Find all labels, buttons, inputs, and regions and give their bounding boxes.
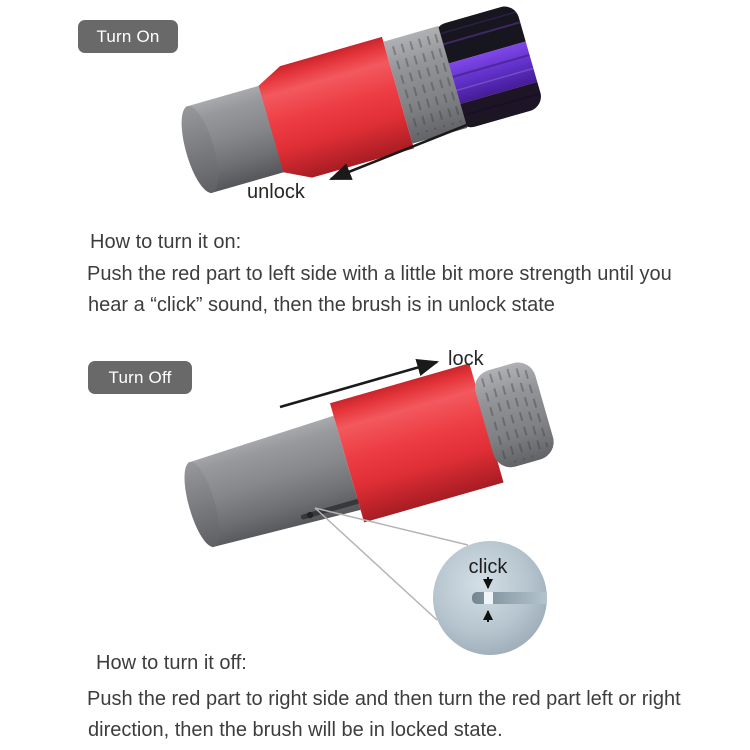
turn-on-instructions-line-1: Push the red part to left side with a little bit more strength until you xyxy=(87,263,672,285)
click-notch xyxy=(484,592,493,604)
brush-unlocked-photo xyxy=(150,0,580,225)
click-label: click xyxy=(468,556,508,578)
lock-label: lock xyxy=(448,348,484,370)
turn-on-badge: Turn On xyxy=(78,20,178,53)
brush-body-unlocked xyxy=(170,0,545,209)
click-slot-bar xyxy=(472,592,550,604)
turn-off-badge: Turn Off xyxy=(88,361,192,394)
magnifier-circle xyxy=(433,541,550,655)
unlock-label: unlock xyxy=(247,181,305,203)
turn-off-instructions-line-1: Push the red part to right side and then turn the red part left or right xyxy=(87,688,681,710)
brush-locked-photo xyxy=(150,345,620,665)
turn-off-instructions-line-2: direction, then the brush will be in locked state. xyxy=(88,719,503,741)
brush-body-locked xyxy=(172,347,561,568)
turn-on-instructions-line-2: hear a “click” sound, then the brush is in unlock state xyxy=(88,294,555,316)
turn-on-heading: How to turn it on: xyxy=(90,231,242,253)
turn-off-heading: How to turn it off: xyxy=(96,652,247,674)
